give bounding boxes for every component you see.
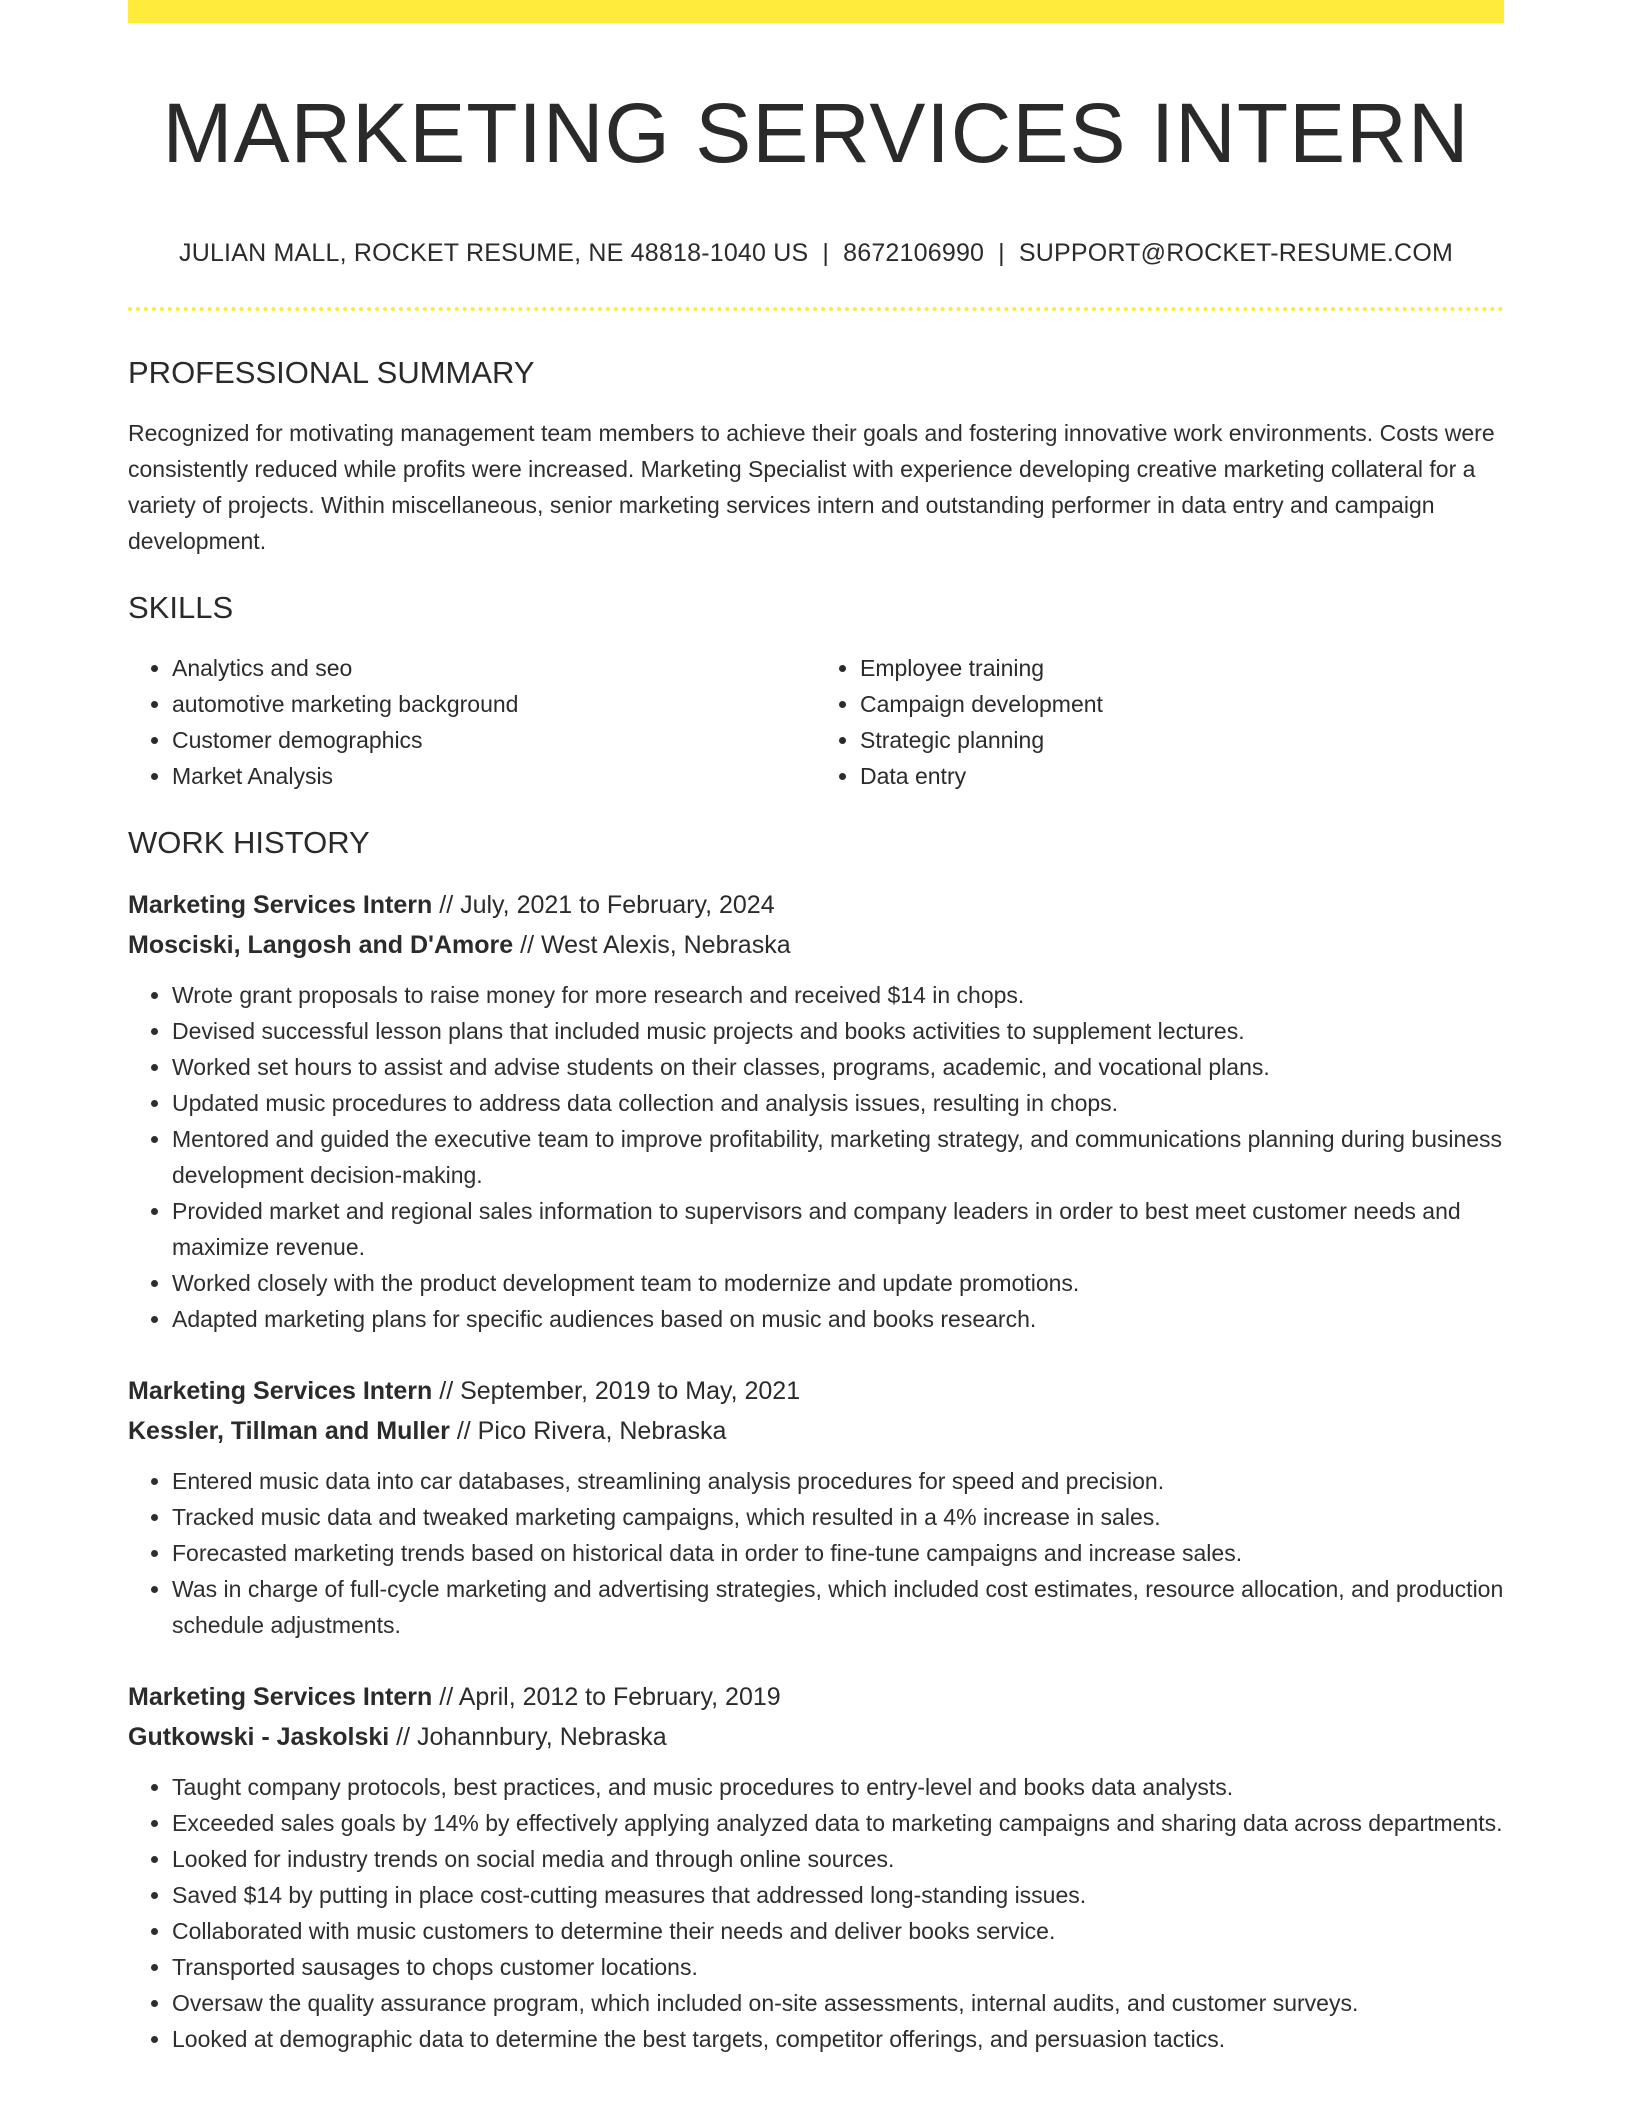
skills-heading: SKILLS (128, 590, 234, 625)
job-dates: // September, 2019 to May, 2021 (432, 1377, 801, 1405)
job-company: Mosciski, Langosh and D'Amore (128, 931, 514, 959)
summary-text: Recognized for motivating management team members to achieve their goals and fostering innovative work environments. Costs were consistently reduced while profits were increased. Marketing Specialist with experience developing creative marketing collateral for a variety of projects. Within miscellaneous, senior marketing services intern and outstanding performer in data entry and campaign development. (128, 420, 1495, 554)
job-bullet: • Oversaw the quality assurance program, which included on-site assessments, internal audits, and customer surveys. (172, 1985, 1504, 2021)
job-bullets (128, 1769, 1504, 2057)
skill-item: • Market Analysis (172, 758, 816, 794)
contact-line (128, 237, 1504, 269)
skills-list (128, 650, 1504, 794)
job-role-line (128, 885, 1504, 925)
job-bullet: • Wrote grant proposals to raise money for more research and received $14 in chops. (172, 977, 1504, 1013)
job-bullets (128, 977, 1504, 1337)
skill-item: • Strategic planning (860, 722, 1504, 758)
job-company: Kessler, Tillman and Muller (128, 1417, 450, 1445)
resume-page (128, 0, 1504, 2057)
skill-item: • Employee training (860, 650, 1504, 686)
skills-column-left (128, 650, 816, 794)
contact-separator: | (998, 239, 1005, 267)
job-role: Marketing Services Intern (128, 891, 433, 919)
skill-item: • Data entry (860, 758, 1504, 794)
job-role-line (128, 1677, 1504, 1717)
accent-top-bar (128, 0, 1504, 23)
job-bullet: • Worked closely with the product development team to modernize and update promotions. (172, 1265, 1504, 1301)
job-location: // Pico Rivera, Nebraska (449, 1417, 727, 1445)
contact-phone: 8672106990 (843, 239, 985, 267)
job-bullet: • Transported sausages to chops customer locations. (172, 1949, 1504, 1985)
contact-separator: | (822, 239, 830, 267)
job-company: Gutkowski - Jaskolski (128, 1723, 390, 1751)
job-bullet: • Collaborated with music customers to determine their needs and deliver books service. (172, 1913, 1504, 1949)
job-bullet: • Looked at demographic data to determine the best targets, competitor offerings, and persuasion tactics. (172, 2021, 1504, 2057)
job-bullet: • Devised successful lesson plans that included music projects and books activities to supplement lectures. (172, 1013, 1504, 1049)
job-entry (128, 1677, 1504, 2057)
job-bullet: • Saved $14 by putting in place cost-cutting measures that addressed long-standing issues. (172, 1877, 1504, 1913)
summary-heading: PROFESSIONAL SUMMARY (128, 355, 535, 390)
contact-address: JULIAN MALL, ROCKET RESUME, NE 48818-1040 US (179, 239, 809, 267)
skill-item: • Customer demographics (172, 722, 816, 758)
job-location: // West Alexis, Nebraska (513, 931, 791, 959)
job-role-line (128, 1371, 1504, 1411)
job-bullet: • Provided market and regional sales information to supervisors and company leaders in order to best meet customer needs and maximize revenue. (172, 1193, 1504, 1265)
job-bullet: • Was in charge of full-cycle marketing and advertising strategies, which included cost estimates, resource allocation, and production schedule adjustments. (172, 1571, 1504, 1643)
job-bullet: • Tracked music data and tweaked marketing campaigns, which resulted in a 4% increase in sales. (172, 1499, 1504, 1535)
dotted-divider (128, 307, 1504, 311)
job-bullet: • Adapted marketing plans for specific audiences based on music and books research. (172, 1301, 1504, 1337)
job-role: Marketing Services Intern (128, 1683, 433, 1711)
job-bullet: • Entered music data into car databases, streamlining analysis procedures for speed and precision. (172, 1463, 1504, 1499)
job-location: // Johannbury, Nebraska (389, 1723, 667, 1751)
job-company-line (128, 925, 1504, 965)
job-bullet: • Exceeded sales goals by 14% by effectively applying analyzed data to marketing campaigns and sharing data across departments. (172, 1805, 1504, 1841)
job-bullet: • Mentored and guided the executive team to improve profitability, marketing strategy, and communications planning during business development decision-making. (172, 1121, 1504, 1193)
contact-email: SUPPORT@ROCKET-RESUME.COM (1018, 239, 1453, 267)
job-dates: // July, 2021 to February, 2024 (432, 891, 775, 919)
job-bullet: • Updated music procedures to address data collection and analysis issues, resulting in chops. (172, 1085, 1504, 1121)
skill-item: • Campaign development (860, 686, 1504, 722)
job-bullet: • Forecasted marketing trends based on historical data in order to fine-tune campaigns and increase sales. (172, 1535, 1504, 1571)
job-bullet: • Worked set hours to assist and advise students on their classes, programs, academic, and vocational plans. (172, 1049, 1504, 1085)
skill-item: • Analytics and seo (172, 650, 816, 686)
job-company-line (128, 1717, 1504, 1757)
job-bullets (128, 1463, 1504, 1643)
job-entry (128, 1371, 1504, 1643)
skills-column-right (816, 650, 1504, 794)
job-bullet: • Looked for industry trends on social media and through online sources. (172, 1841, 1504, 1877)
job-role: Marketing Services Intern (128, 1377, 433, 1405)
work-history-heading: WORK HISTORY (128, 825, 370, 860)
job-bullet: • Taught company protocols, best practices, and music procedures to entry-level and books data analysts. (172, 1769, 1504, 1805)
resume-title: MARKETING SERVICES INTERN (162, 86, 1470, 180)
job-entry (128, 885, 1504, 1337)
skill-item: • automotive marketing background (172, 686, 816, 722)
job-company-line (128, 1411, 1504, 1451)
job-dates: // April, 2012 to February, 2019 (432, 1683, 781, 1711)
